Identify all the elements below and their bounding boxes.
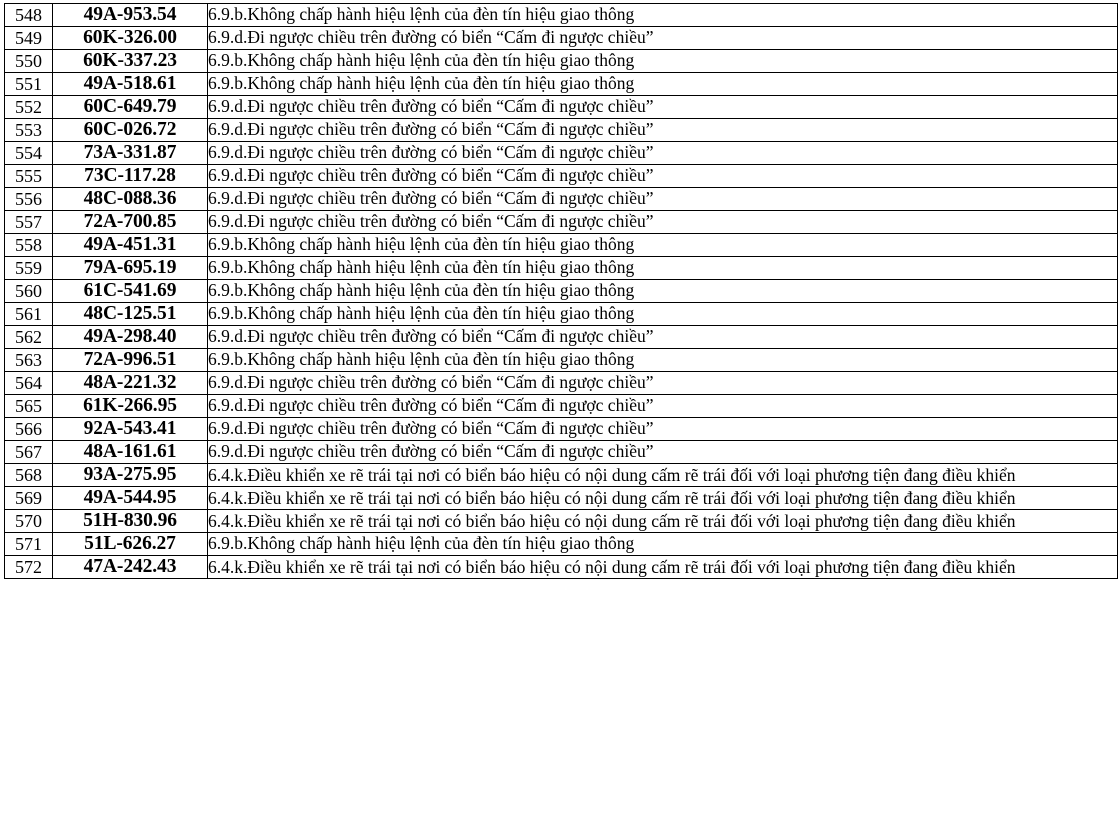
violation-description-cell: 6.9.d.Đi ngược chiều trên đường có biển “Cấm đi ngược chiều” [208,395,1118,418]
violation-description-cell: 6.9.b.Không chấp hành hiệu lệnh của đèn tín hiệu giao thông [208,280,1118,303]
row-index-cell: 570 [5,510,53,533]
row-index-cell: 566 [5,418,53,441]
violation-description-cell: 6.4.k.Điều khiển xe rẽ trái tại nơi có biển báo hiệu có nội dung cấm rẽ trái đối với loại phương tiện đang điều khiển [208,556,1118,579]
row-index-cell: 568 [5,464,53,487]
row-index-cell: 564 [5,372,53,395]
row-index-cell: 560 [5,280,53,303]
table-row [5,96,1118,119]
violation-description-cell: 6.9.b.Không chấp hành hiệu lệnh của đèn tín hiệu giao thông [208,257,1118,280]
license-plate-cell: 49A-544.95 [53,487,208,510]
license-plate-cell: 49A-451.31 [53,234,208,257]
table-row [5,326,1118,349]
table-row [5,165,1118,188]
row-index-cell: 559 [5,257,53,280]
violation-description-cell: 6.9.b.Không chấp hành hiệu lệnh của đèn tín hiệu giao thông [208,349,1118,372]
violation-description-cell: 6.9.d.Đi ngược chiều trên đường có biển “Cấm đi ngược chiều” [208,96,1118,119]
table-row [5,50,1118,73]
license-plate-cell: 72A-700.85 [53,211,208,234]
table-row [5,418,1118,441]
table-row [5,510,1118,533]
license-plate-cell: 48A-221.32 [53,372,208,395]
row-index-cell: 561 [5,303,53,326]
table-row [5,280,1118,303]
license-plate-cell: 51H-830.96 [53,510,208,533]
license-plate-cell: 73C-117.28 [53,165,208,188]
row-index-cell: 549 [5,27,53,50]
license-plate-cell: 73A-331.87 [53,142,208,165]
violation-description-cell: 6.9.b.Không chấp hành hiệu lệnh của đèn tín hiệu giao thông [208,303,1118,326]
violation-description-cell: 6.9.b.Không chấp hành hiệu lệnh của đèn tín hiệu giao thông [208,234,1118,257]
row-index-cell: 558 [5,234,53,257]
violation-description-cell: 6.9.d.Đi ngược chiều trên đường có biển “Cấm đi ngược chiều” [208,211,1118,234]
violation-description-cell: 6.9.d.Đi ngược chiều trên đường có biển “Cấm đi ngược chiều” [208,372,1118,395]
license-plate-cell: 48C-125.51 [53,303,208,326]
table-row [5,119,1118,142]
license-plate-cell: 61K-266.95 [53,395,208,418]
table-row [5,349,1118,372]
table-row [5,372,1118,395]
table-row [5,211,1118,234]
row-index-cell: 562 [5,326,53,349]
row-index-cell: 555 [5,165,53,188]
license-plate-cell: 92A-543.41 [53,418,208,441]
license-plate-cell: 60C-026.72 [53,119,208,142]
violation-description-cell: 6.4.k.Điều khiển xe rẽ trái tại nơi có biển báo hiệu có nội dung cấm rẽ trái đối với loại phương tiện đang điều khiển [208,464,1118,487]
table-row [5,303,1118,326]
violation-description-cell: 6.9.d.Đi ngược chiều trên đường có biển “Cấm đi ngược chiều” [208,441,1118,464]
violation-description-cell: 6.9.b.Không chấp hành hiệu lệnh của đèn tín hiệu giao thông [208,73,1118,96]
license-plate-cell: 72A-996.51 [53,349,208,372]
license-plate-cell: 60K-326.00 [53,27,208,50]
violation-description-cell: 6.9.d.Đi ngược chiều trên đường có biển “Cấm đi ngược chiều” [208,165,1118,188]
table-row [5,4,1118,27]
row-index-cell: 572 [5,556,53,579]
table-row [5,27,1118,50]
violation-description-cell: 6.9.d.Đi ngược chiều trên đường có biển “Cấm đi ngược chiều” [208,326,1118,349]
row-index-cell: 565 [5,395,53,418]
row-index-cell: 571 [5,533,53,556]
violation-description-cell: 6.9.d.Đi ngược chiều trên đường có biển “Cấm đi ngược chiều” [208,188,1118,211]
violation-description-cell: 6.9.d.Đi ngược chiều trên đường có biển “Cấm đi ngược chiều” [208,119,1118,142]
violation-description-cell: 6.9.d.Đi ngược chiều trên đường có biển “Cấm đi ngược chiều” [208,27,1118,50]
violation-description-cell: 6.9.b.Không chấp hành hiệu lệnh của đèn tín hiệu giao thông [208,4,1118,27]
license-plate-cell: 49A-953.54 [53,4,208,27]
table-row [5,234,1118,257]
license-plate-cell: 60C-649.79 [53,96,208,119]
violation-description-cell: 6.9.d.Đi ngược chiều trên đường có biển “Cấm đi ngược chiều” [208,418,1118,441]
row-index-cell: 554 [5,142,53,165]
row-index-cell: 551 [5,73,53,96]
table-row [5,533,1118,556]
license-plate-cell: 48A-161.61 [53,441,208,464]
table-row [5,142,1118,165]
license-plate-cell: 51L-626.27 [53,533,208,556]
violations-table [4,3,1118,579]
violation-description-cell: 6.9.d.Đi ngược chiều trên đường có biển “Cấm đi ngược chiều” [208,142,1118,165]
table-row [5,395,1118,418]
table-row [5,441,1118,464]
table-row [5,73,1118,96]
row-index-cell: 567 [5,441,53,464]
table-row [5,556,1118,579]
license-plate-cell: 60K-337.23 [53,50,208,73]
license-plate-cell: 79A-695.19 [53,257,208,280]
row-index-cell: 552 [5,96,53,119]
table-row [5,188,1118,211]
violation-description-cell: 6.4.k.Điều khiển xe rẽ trái tại nơi có biển báo hiệu có nội dung cấm rẽ trái đối với loại phương tiện đang điều khiển [208,510,1118,533]
row-index-cell: 563 [5,349,53,372]
row-index-cell: 556 [5,188,53,211]
row-index-cell: 569 [5,487,53,510]
violation-description-cell: 6.9.b.Không chấp hành hiệu lệnh của đèn tín hiệu giao thông [208,533,1118,556]
violations-table-body [5,4,1118,579]
table-row [5,257,1118,280]
table-row [5,464,1118,487]
license-plate-cell: 49A-518.61 [53,73,208,96]
table-row [5,487,1118,510]
row-index-cell: 557 [5,211,53,234]
row-index-cell: 548 [5,4,53,27]
license-plate-cell: 47A-242.43 [53,556,208,579]
license-plate-cell: 61C-541.69 [53,280,208,303]
violation-description-cell: 6.9.b.Không chấp hành hiệu lệnh của đèn tín hiệu giao thông [208,50,1118,73]
license-plate-cell: 49A-298.40 [53,326,208,349]
row-index-cell: 553 [5,119,53,142]
violation-description-cell: 6.4.k.Điều khiển xe rẽ trái tại nơi có biển báo hiệu có nội dung cấm rẽ trái đối với loại phương tiện đang điều khiển [208,487,1118,510]
row-index-cell: 550 [5,50,53,73]
license-plate-cell: 48C-088.36 [53,188,208,211]
license-plate-cell: 93A-275.95 [53,464,208,487]
